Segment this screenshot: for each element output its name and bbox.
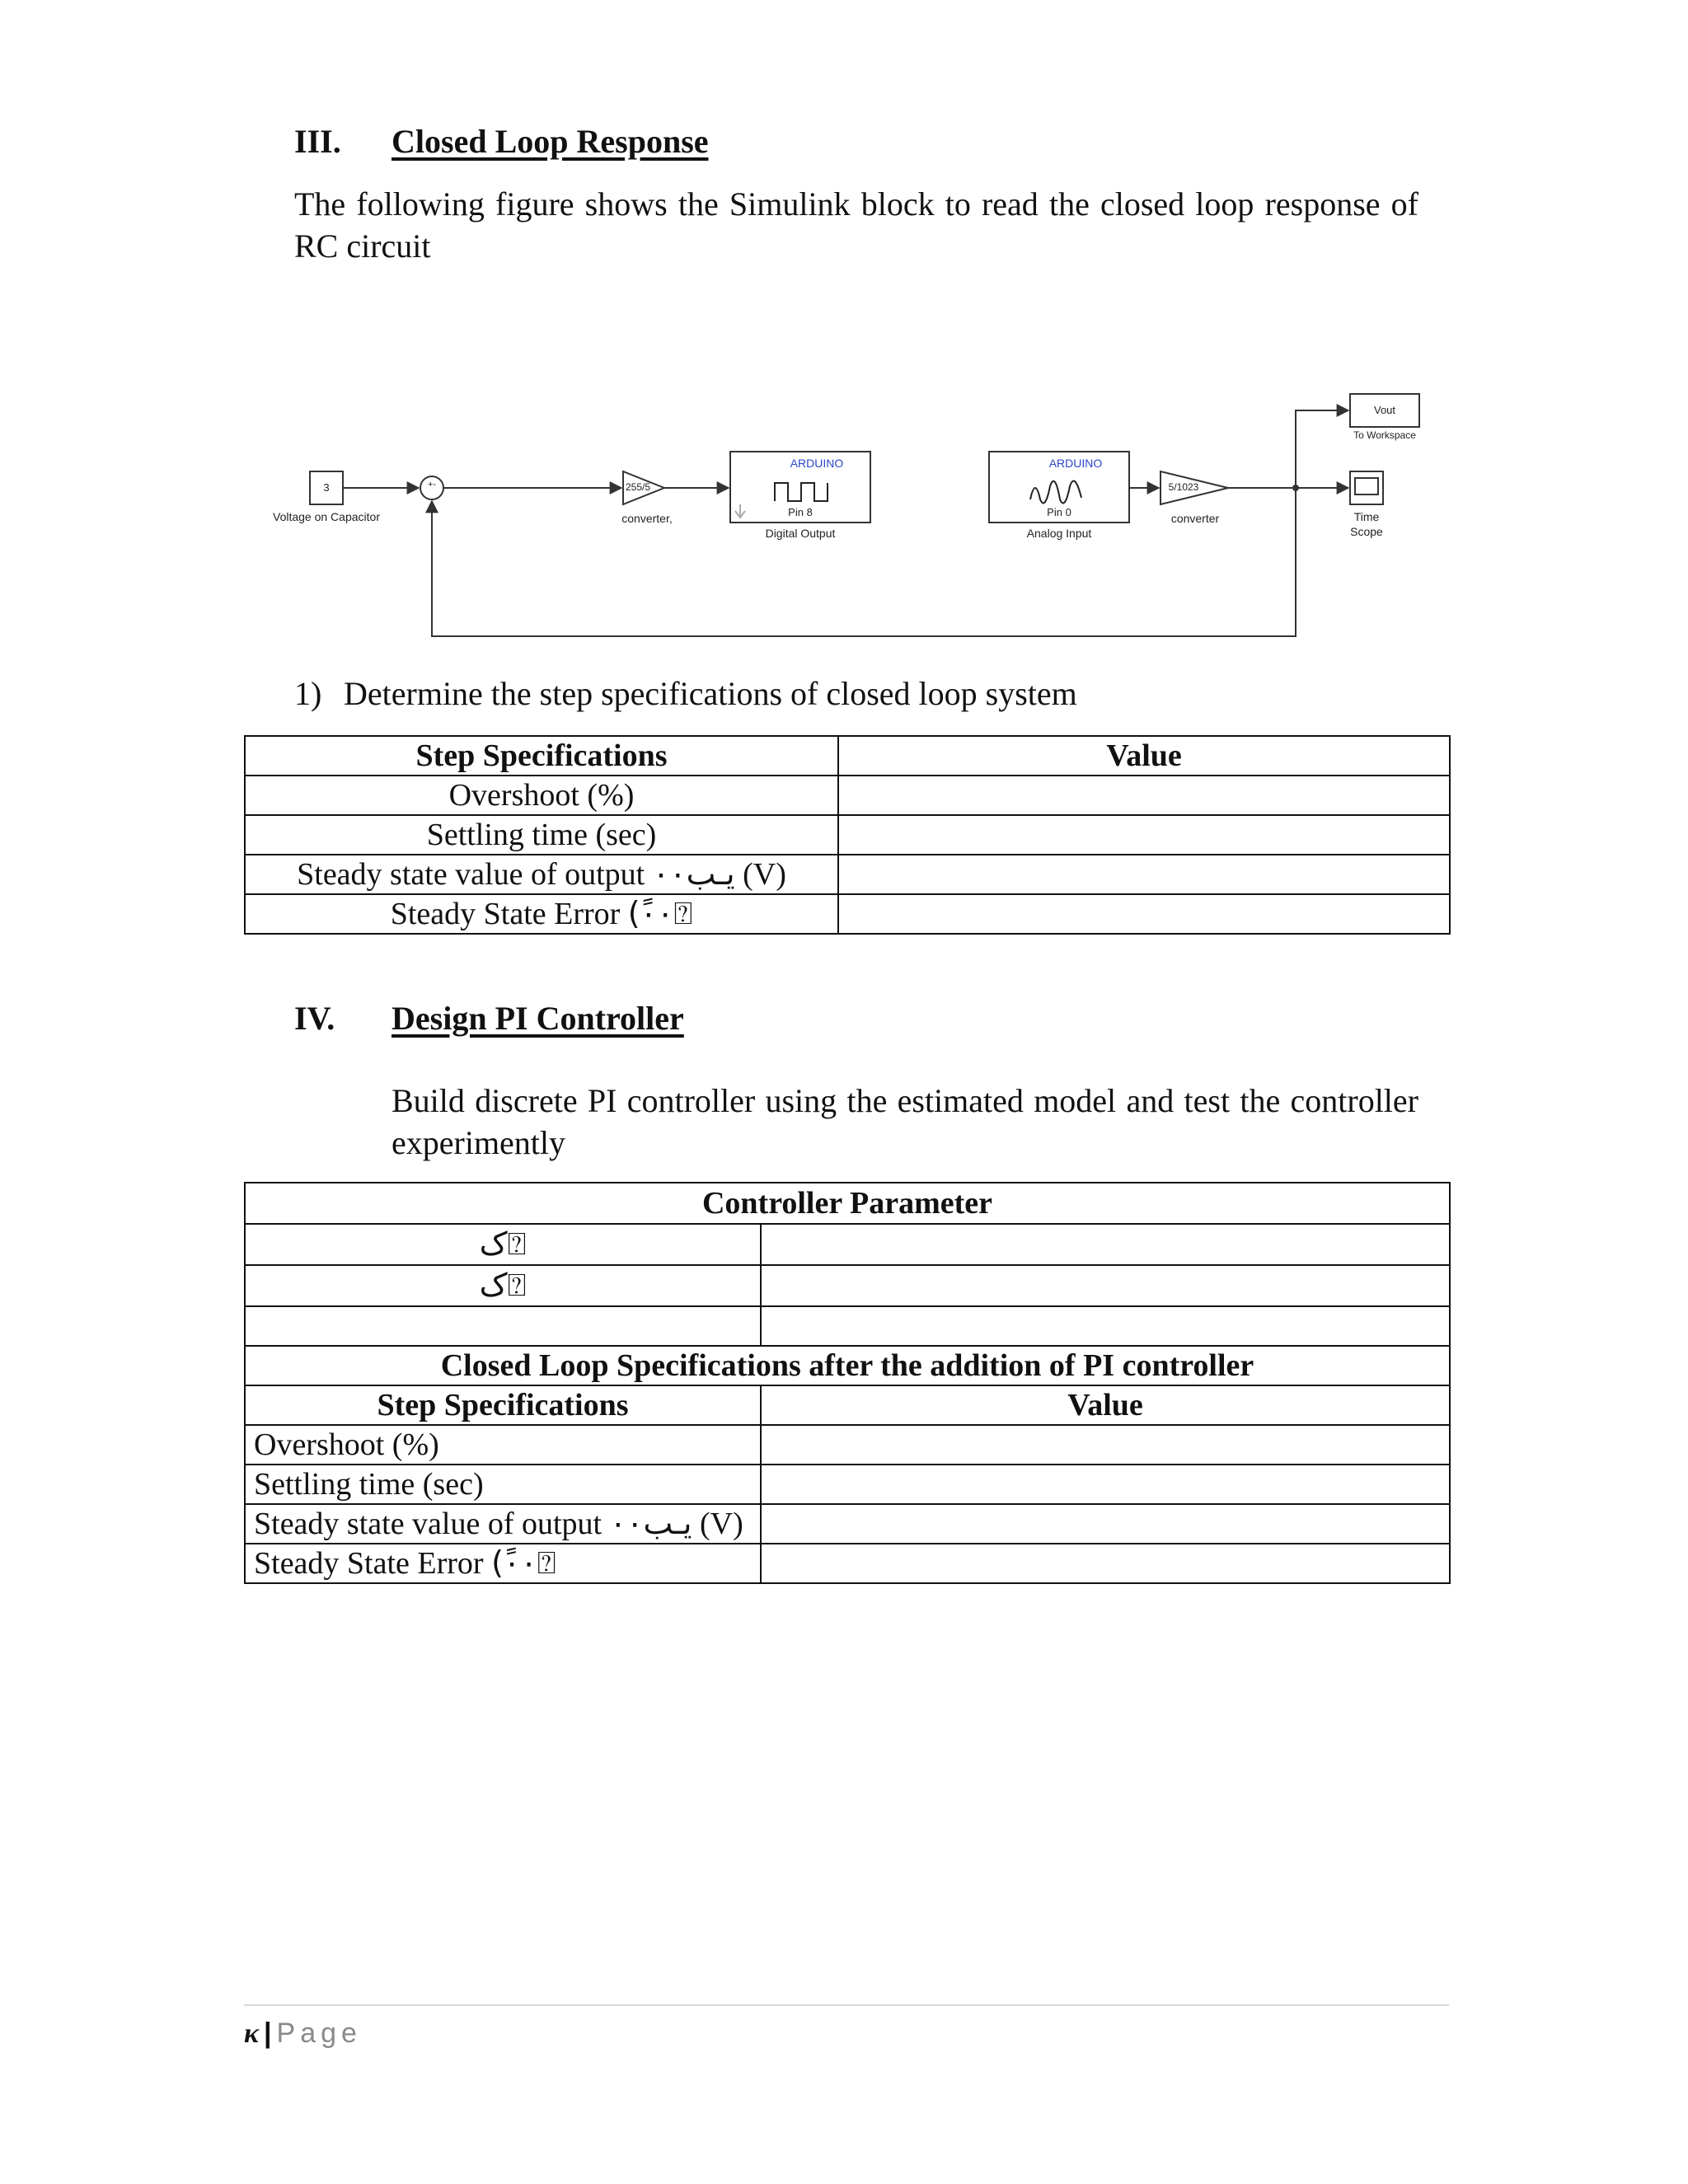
- workspace-value: Vout: [1373, 404, 1396, 416]
- question-1-text: Determine the step specifications of closed loop system: [344, 675, 1077, 712]
- digital-output-label: Digital Output: [765, 527, 836, 540]
- table-row: [245, 1425, 1450, 1465]
- table-2-value-cell[interactable]: [761, 1465, 1450, 1504]
- table-row: [245, 776, 1450, 815]
- table-row: [245, 894, 1450, 934]
- table-row: [245, 1544, 1450, 1583]
- table-1-header-value: Value: [838, 736, 1450, 776]
- controller-parameter-header: Controller Parameter: [245, 1183, 1450, 1224]
- table-row: [245, 1265, 1450, 1306]
- table-row: [245, 855, 1450, 894]
- step-specs-table-1: [244, 735, 1451, 935]
- workspace-label: To Workspace: [1353, 429, 1416, 441]
- footer-divider: [244, 2004, 1449, 2006]
- scope-label-scope: Scope: [1350, 525, 1383, 538]
- table-2-value-cell[interactable]: [761, 1544, 1450, 1583]
- page-number: κ: [244, 2018, 260, 2049]
- controller-table: [244, 1182, 1451, 1584]
- table-2-header-value: Value: [761, 1385, 1450, 1425]
- section-3-title: Closed Loop Response: [392, 123, 709, 160]
- table-2-row-label: Steady state value of output يـب٠٠ (V): [245, 1504, 761, 1544]
- controller-param-label: ک⍰: [245, 1265, 761, 1306]
- controller-param-value-cell[interactable]: [761, 1265, 1450, 1306]
- table-1-row-label: Steady state value of output يـب٠٠ (V): [245, 855, 838, 894]
- table-2-row-label: Settling time (sec): [245, 1465, 761, 1504]
- table-1-header-spec: Step Specifications: [245, 736, 838, 776]
- table-1-value-cell[interactable]: [838, 855, 1450, 894]
- table-1-header-row: [245, 736, 1450, 776]
- table-row: [245, 815, 1450, 855]
- simulink-diagram: [264, 379, 1451, 651]
- table-row: [245, 1504, 1450, 1544]
- table-1-row-label: Settling time (sec): [245, 815, 838, 855]
- section-3-number: III.: [294, 123, 341, 160]
- section-3-heading: [294, 125, 954, 166]
- page-footer: [244, 2018, 362, 2050]
- controller-param-label: ک⍰: [245, 1224, 761, 1265]
- gain-2-label: converter: [1170, 512, 1220, 525]
- section-4-paragraph: Build discrete PI controller using the estimated model and test the controller experimently: [392, 1082, 1418, 1161]
- table-1-value-cell[interactable]: [838, 894, 1450, 934]
- analog-input-label: Analog Input: [1026, 527, 1092, 540]
- table-1-value-cell[interactable]: [838, 776, 1450, 815]
- digital-output-pin: Pin 8: [788, 506, 813, 518]
- table-1-row-label: Overshoot (%): [245, 776, 838, 815]
- sum-signs: +-: [427, 480, 437, 490]
- question-1-number: 1): [294, 675, 322, 712]
- gain-1-label: converter,: [621, 512, 673, 525]
- controller-param-label: [245, 1306, 761, 1346]
- scope-label-time: Time: [1353, 510, 1380, 523]
- constant-label: Voltage on Capacitor: [273, 510, 380, 523]
- gain-2-value: 5/1023: [1168, 481, 1199, 493]
- section-4-number: IV.: [294, 1000, 335, 1037]
- table-row: [245, 1224, 1450, 1265]
- table-1-row-label: Steady State Error (ً٠٠⍰: [245, 894, 838, 934]
- table-2-row-label: Steady State Error (ً٠٠⍰: [245, 1544, 761, 1583]
- table-row: [245, 1465, 1450, 1504]
- section-4-title: Design PI Controller: [392, 1000, 684, 1037]
- question-1: [294, 674, 1077, 713]
- table-2-value-cell[interactable]: [761, 1425, 1450, 1465]
- scope-screen-icon: [1355, 478, 1378, 494]
- controller-param-value-cell[interactable]: [761, 1306, 1450, 1346]
- controller-param-value-cell[interactable]: [761, 1224, 1450, 1265]
- constant-value: 3: [323, 481, 330, 494]
- section-4-heading: [294, 1002, 954, 1043]
- closed-loop-header-row: [245, 1346, 1450, 1385]
- table-2-spec-header-row: [245, 1385, 1450, 1425]
- analog-input-pin: Pin 0: [1047, 506, 1071, 518]
- table-1-value-cell[interactable]: [838, 815, 1450, 855]
- footer-separator: |: [264, 2018, 272, 2049]
- gain-1-value: 255/5: [625, 481, 651, 493]
- table-row: [245, 1306, 1450, 1346]
- table-2-row-label: Overshoot (%): [245, 1425, 761, 1465]
- table-2-value-cell[interactable]: [761, 1504, 1450, 1544]
- controller-header-row: [245, 1183, 1450, 1224]
- page-word: Page: [276, 2018, 362, 2049]
- digital-output-header: ARDUINO: [790, 457, 844, 470]
- section-3-paragraph: The following figure shows the Simulink block to read the closed loop response of RC circuit: [294, 185, 1418, 265]
- analog-input-header: ARDUINO: [1048, 457, 1103, 470]
- closed-loop-specs-header: Closed Loop Specifications after the addition of PI controller: [245, 1346, 1450, 1385]
- table-2-header-spec: Step Specifications: [245, 1385, 761, 1425]
